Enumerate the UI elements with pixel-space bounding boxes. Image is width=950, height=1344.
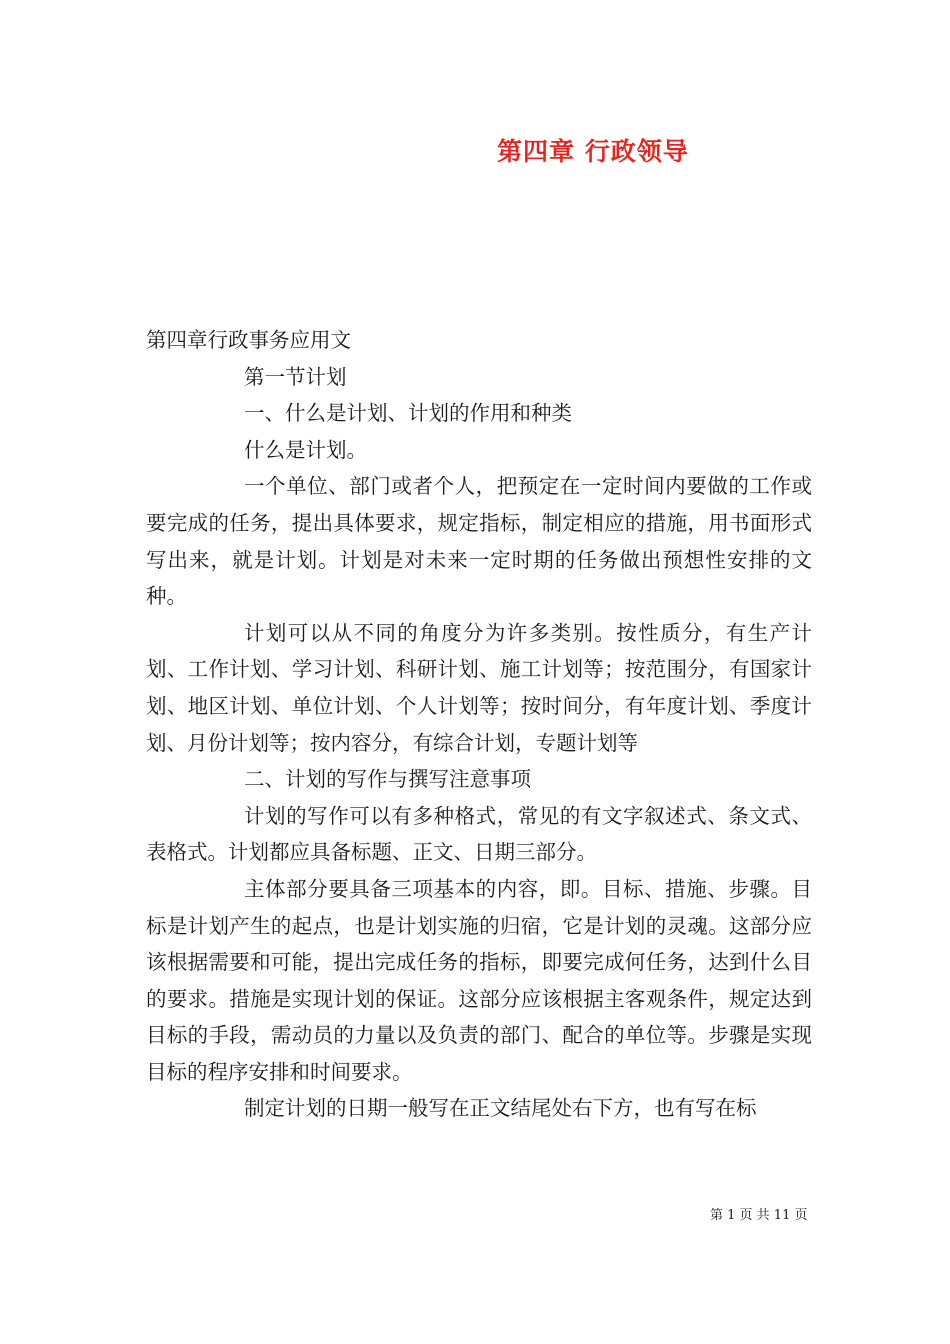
subsection-heading-2: 二、计划的写作与撰写注意事项 bbox=[244, 767, 531, 792]
paragraph-main-body: 主体部分要具备三项基本的内容，即。目标、措施、步骤。目标是计划产生的起点，也是计划实施的归宿，它是计划的灵魂。这部分应该根据需要和可能，提出完成任务的指标，即要完成何任务，达到什么目的要求。措施是实现计划的保证。这部分应该根据主客观条件，规定达到目标的手段，需动员的力量以及负责的部门、配合的单位等。步骤是实现目标的程序安排和时间要求。 bbox=[146, 876, 812, 1084]
document-title: 第四章 行政领导 bbox=[497, 137, 689, 166]
document-body bbox=[146, 322, 812, 1127]
paragraph-formats: 计划的写作可以有多种格式，常见的有文字叙述式、条文式、表格式。计划都应具备标题、正文、日期三部分。 bbox=[146, 803, 812, 865]
paragraph-definition: 一个单位、部门或者个人，把预定在一定时间内要做的工作或要完成的任务，提出具体要求，规定指标，制定相应的措施，用书面形式写出来，就是计划。计划是对未来一定时期的任务做出预想性安排的文种。 bbox=[146, 474, 812, 609]
paragraph-date: 制定计划的日期一般写在正文结尾处右下方，也有写在标 bbox=[244, 1096, 757, 1121]
page-number-footer: 第 1 页 共 11 页 bbox=[710, 1208, 808, 1223]
section-heading: 第一节计划 bbox=[244, 364, 347, 389]
chapter-heading: 第四章行政事务应用文 bbox=[146, 328, 351, 352]
subsection-heading-1: 一、什么是计划、计划的作用和种类 bbox=[244, 401, 572, 426]
paragraph-categories: 计划可以从不同的角度分为许多类别。按性质分，有生产计划、工作计划、学习计划、科研计划、施工计划等；按范围分，有国家计划、地区计划、单位计划、个人计划等；按时间分，有年度计划、季度计划、月份计划等；按内容分，有综合计划，专题计划等 bbox=[146, 620, 812, 755]
what-is-plan-heading: 什么是计划。 bbox=[244, 437, 367, 462]
